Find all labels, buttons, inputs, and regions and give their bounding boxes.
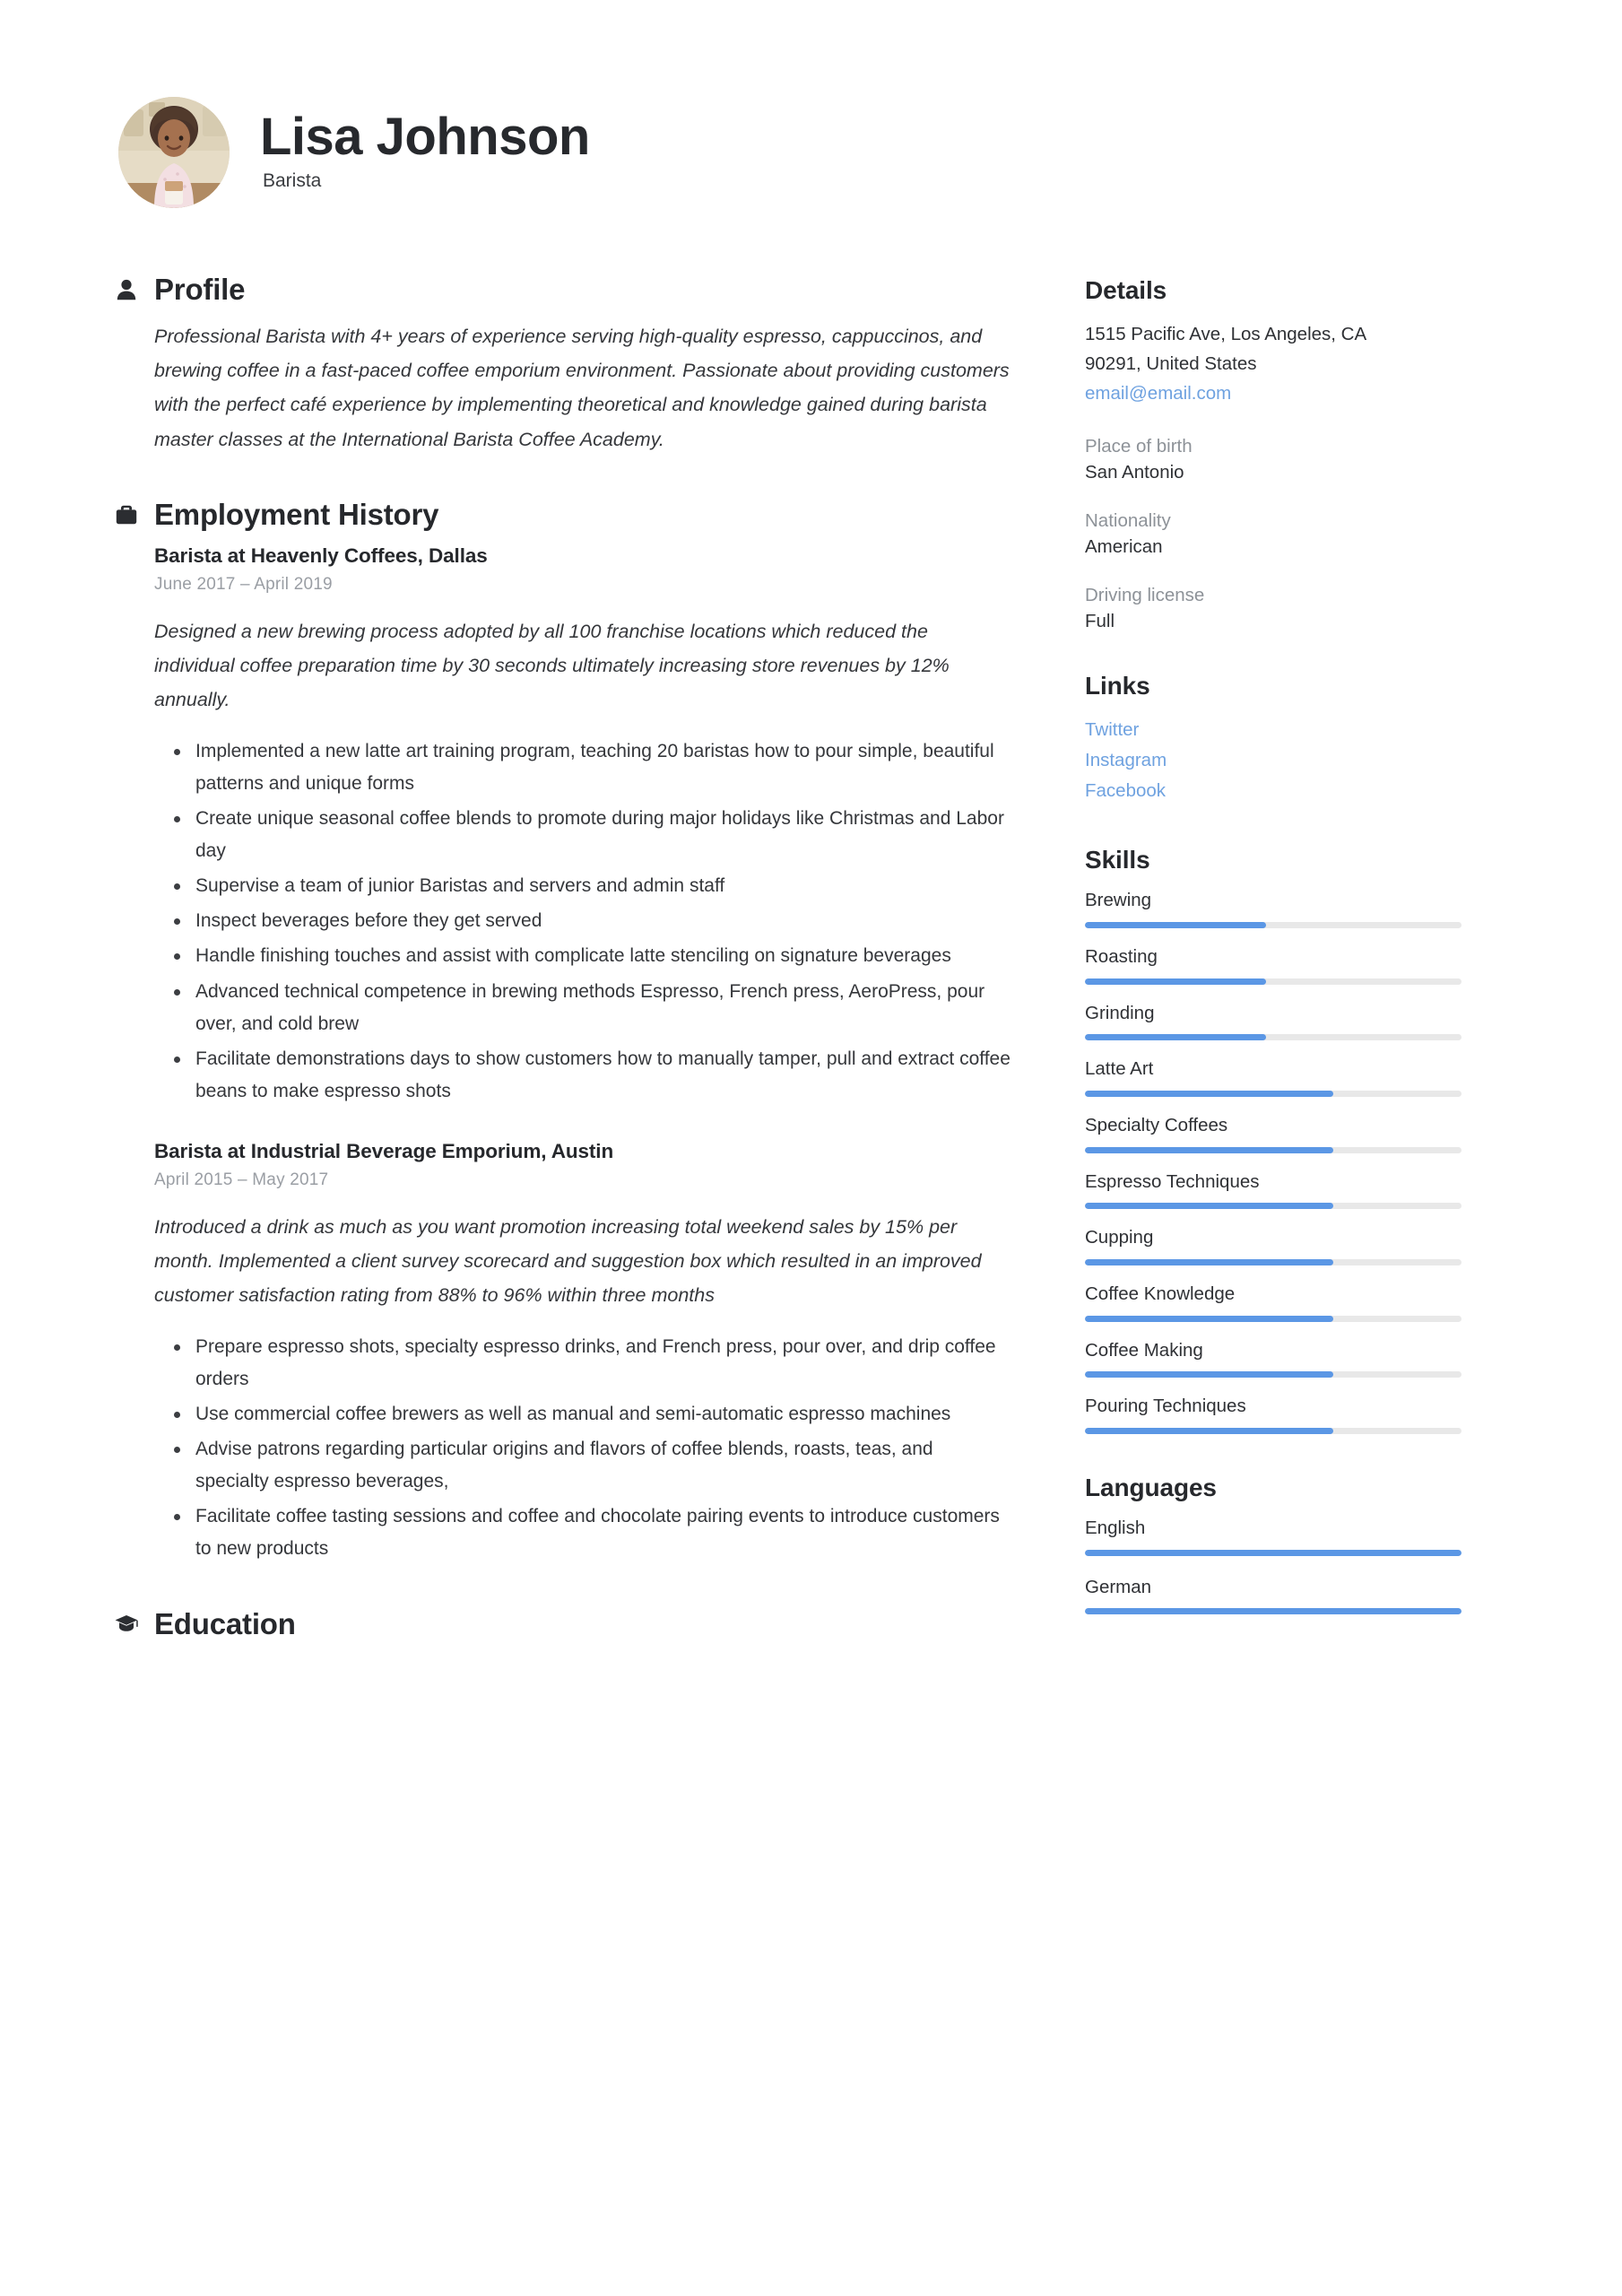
address-line-1: 1515 Pacific Ave, Los Angeles, CA — [1085, 324, 1367, 344]
list-item: Advanced technical competence in brewing methods Espresso, French press, AeroPress, pour over, and cold brew — [154, 976, 1011, 1040]
skill-bar-fill — [1085, 1147, 1333, 1153]
skill-row — [1085, 1226, 1462, 1265]
job-description: Designed a new brewing process adopted by all 100 franchise locations which reduced the individual coffee preparation time by 30 seconds ultimately increasing store revenues by 12% annually. — [154, 620, 950, 711]
skills-heading: Skills — [1085, 846, 1150, 874]
language-label: English — [1085, 1517, 1146, 1538]
skill-label: Roasting — [1085, 946, 1158, 968]
skill-label: Brewing — [1085, 890, 1152, 911]
language-label: German — [1085, 1576, 1152, 1597]
profile-heading: Profile — [154, 273, 246, 306]
person-icon — [115, 278, 138, 301]
education-heading: Education — [154, 1606, 296, 1640]
employment-heading: Employment History — [154, 498, 439, 531]
skill-bar-fill — [1085, 1259, 1333, 1265]
languages-heading: Languages — [1085, 1473, 1217, 1501]
detail-field — [1085, 510, 1462, 558]
detail-label: Driving license — [1085, 585, 1205, 606]
skill-label: Grinding — [1085, 1002, 1155, 1023]
language-bar-track — [1085, 1608, 1462, 1614]
profile-section — [115, 273, 1011, 457]
employment-section — [115, 498, 1011, 1566]
skill-bar-track — [1085, 922, 1462, 928]
detail-field — [1085, 436, 1462, 483]
sidebar — [1085, 273, 1462, 1654]
links-heading: Links — [1085, 672, 1150, 700]
skill-bar-track — [1085, 1316, 1462, 1322]
job-entry — [115, 1140, 1011, 1566]
skill-row — [1085, 1339, 1462, 1378]
detail-value: Full — [1085, 611, 1115, 632]
language-bar-fill — [1085, 1608, 1462, 1614]
detail-label: Place of birth — [1085, 436, 1193, 457]
list-item: Advise patrons regarding particular origins and flavors of coffee blends, roasts, teas, and specialty espresso beverages, — [154, 1433, 1011, 1498]
skill-bar-fill — [1085, 1371, 1333, 1378]
skill-bar-track — [1085, 1259, 1462, 1265]
skill-label: Latte Art — [1085, 1058, 1154, 1080]
list-item: Create unique seasonal coffee blends to promote during major holidays like Christmas and Labor day — [154, 803, 1011, 867]
detail-value: American — [1085, 536, 1163, 558]
skill-row — [1085, 1057, 1462, 1097]
skill-bar-track — [1085, 978, 1462, 985]
detail-field — [1085, 585, 1462, 632]
language-row — [1085, 1576, 1462, 1615]
details-block — [1085, 276, 1462, 632]
skill-bar-fill — [1085, 1034, 1266, 1040]
link-instagram[interactable]: Instagram — [1085, 750, 1167, 771]
skill-row — [1085, 1283, 1462, 1322]
job-entry — [115, 544, 1011, 1108]
profile-heading-row — [115, 273, 1011, 307]
link-twitter[interactable]: Twitter — [1085, 719, 1140, 741]
avatar — [118, 97, 230, 208]
list-item: Supervise a team of junior Baristas and servers and admin staff — [154, 870, 1011, 902]
header-text — [260, 109, 590, 195]
list-item: Implemented a new latte art training program, teaching 20 baristas how to pour simple, beautiful patterns and unique forms — [154, 735, 1011, 800]
resume-header — [115, 97, 1507, 208]
skill-label: Coffee Making — [1085, 1339, 1203, 1361]
skill-bar-fill — [1085, 1428, 1333, 1434]
skill-label: Specialty Coffees — [1085, 1115, 1228, 1136]
skill-bar-fill — [1085, 1091, 1333, 1097]
skill-label: Espresso Techniques — [1085, 1170, 1260, 1192]
employment-heading-row — [115, 498, 1011, 532]
skill-bar-track — [1085, 1428, 1462, 1434]
list-item: Facilitate coffee tasting sessions and coffee and chocolate pairing events to introduce customers to new products — [154, 1500, 1011, 1565]
skill-bar-track — [1085, 1091, 1462, 1097]
job-bullet-list — [154, 735, 1011, 1108]
skill-bar-fill — [1085, 978, 1266, 985]
main-column — [115, 273, 1011, 1682]
job-title-company: Barista at Industrial Beverage Emporium, Austin — [154, 1139, 614, 1162]
graduation-cap-icon — [115, 1612, 138, 1635]
skill-label: Cupping — [1085, 1227, 1154, 1248]
skill-bar-track — [1085, 1371, 1462, 1378]
body-columns — [115, 273, 1507, 1682]
skill-bar-track — [1085, 1034, 1462, 1040]
skill-bar-track — [1085, 1203, 1462, 1209]
link-facebook[interactable]: Facebook — [1085, 780, 1167, 802]
list-item: Prepare espresso shots, specialty espresso drinks, and French press, pour over, and drip coffee orders — [154, 1331, 1011, 1396]
education-heading-row — [115, 1607, 1011, 1641]
language-bar-fill — [1085, 1550, 1462, 1556]
job-title-company: Barista at Heavenly Coffees, Dallas — [154, 544, 488, 567]
language-bar-track — [1085, 1550, 1462, 1556]
skill-row — [1085, 1395, 1462, 1434]
list-item: Inspect beverages before they get served — [154, 905, 1011, 937]
skill-row — [1085, 1170, 1462, 1210]
details-heading: Details — [1085, 276, 1167, 304]
skill-bar-fill — [1085, 1316, 1333, 1322]
skill-label: Coffee Knowledge — [1085, 1283, 1236, 1304]
detail-value: San Antonio — [1085, 462, 1184, 483]
address-line-2: 90291, United States — [1085, 353, 1257, 375]
links-block — [1085, 672, 1462, 806]
profile-text: Professional Barista with 4+ years of experience serving high-quality espresso, cappuccinos, and brewing coffee in a fast-paced coffee emporium environment. Passionate about providing customers with the perfect café experience by implementing theoretical and knowledge gained during barista master classes at the International Barista Coffee Academy. — [154, 325, 1010, 450]
job-dates: April 2015 – May 2017 — [154, 1170, 329, 1189]
skills-block — [1085, 846, 1462, 1433]
job-dates: June 2017 – April 2019 — [154, 574, 333, 594]
job-title: Barista — [263, 170, 322, 191]
page-title: Lisa Johnson — [260, 108, 590, 167]
skill-bar-fill — [1085, 922, 1266, 928]
skill-label: Pouring Techniques — [1085, 1396, 1246, 1417]
skill-row — [1085, 945, 1462, 985]
briefcase-icon — [115, 503, 138, 526]
skill-row — [1085, 889, 1462, 928]
languages-block — [1085, 1474, 1462, 1614]
language-row — [1085, 1517, 1462, 1556]
email-link[interactable]: email@email.com — [1085, 383, 1232, 404]
detail-label: Nationality — [1085, 510, 1171, 532]
job-bullet-list — [154, 1331, 1011, 1566]
list-item: Facilitate demonstrations days to show customers how to manually tamper, pull and extract coffee beans to make espresso shots — [154, 1043, 1011, 1108]
job-description: Introduced a drink as much as you want promotion increasing total weekend sales by 15% per month. Implemented a client survey scorecard and suggestion box which resulted in an improved customer satisfaction rating from 88% to 96% within three months — [154, 1215, 982, 1307]
skill-bar-track — [1085, 1147, 1462, 1153]
skill-row — [1085, 1002, 1462, 1041]
list-item: Handle finishing touches and assist with complicate latte stenciling on signature beverages — [154, 940, 1011, 972]
education-section — [115, 1607, 1011, 1641]
list-item: Use commercial coffee brewers as well as manual and semi-automatic espresso machines — [154, 1398, 1011, 1431]
skill-row — [1085, 1114, 1462, 1153]
skill-bar-fill — [1085, 1203, 1333, 1209]
